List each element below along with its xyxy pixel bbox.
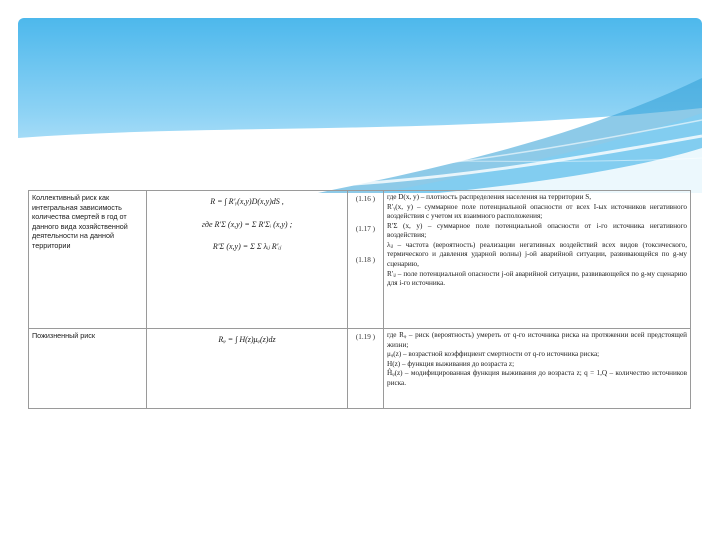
- equation-number: (1.16 ): [355, 195, 376, 203]
- formula: Rᵩ = ∫ H(z)μᵩ(z)dz: [218, 335, 276, 344]
- description-line: R′Σ (x, y) – суммарное поле потенциальной опасности от i-го источника негативного воздействия;: [387, 221, 687, 240]
- description-line: где D(x, y) – плотность распределения населения на территории S,: [387, 193, 592, 201]
- description-line: H(z) – функция выживания до возраста z;: [387, 359, 515, 368]
- formula-cell: [147, 191, 348, 329]
- equation-number: (1.18 ): [355, 255, 376, 264]
- formula-cell: [147, 329, 348, 409]
- description-cell: [384, 329, 691, 409]
- description-line: где Rᵩ – риск (вероятность) умереть от q-го источника риска на протяжении всей предстоящей жизни;: [387, 331, 687, 349]
- risk-formulas-table: [28, 190, 691, 409]
- description-line: R′ᵢⱼ – поле потенциальной опасности j-ой аварийной ситуации, развивающейся по g-му сценарию для i-го источника.: [387, 269, 687, 288]
- equation-number-cell: [348, 191, 384, 329]
- description-line: λᵢⱼ – частота (вероятность) реализации негативных воздействий всех видов (токсического, термического и давления ударной волны) j-ой аварийной ситуации, развивающейся по g-му сценарию,: [387, 240, 687, 269]
- slide-header-banner: [18, 18, 702, 193]
- description-line: R′ᵧ(x, y) – суммарное поле потенциальной опасности от всех I-ых источников негативного воздействия с учетом их взаимного расположения;: [387, 202, 687, 221]
- formula: R = ∫ R′ᵧ(x,y)D(x,y)dS ,: [210, 197, 284, 206]
- formula: где R′Σ (x,y) = Σ R′Σᵢ (x,y) ;: [201, 219, 293, 229]
- description-line: μᵩ(z) – возрастной коэффициент смертности от q-го источника риска;: [387, 350, 600, 359]
- table-row: [29, 191, 691, 329]
- equation-number: (1.17 ): [355, 225, 376, 234]
- row-label: Пожизненный риск: [29, 329, 147, 409]
- formula: R′Σ (x,y) = Σ Σ λᵢⱼ R′ᵢⱼ: [212, 242, 282, 252]
- row-label: Коллективный риск как интегральная зависимость количества смертей в год от данного вида хозяйственной деятельности на данной территории: [29, 191, 147, 329]
- table-row: [29, 329, 691, 409]
- description-line: Ĥᵩ(z) – модифицированная функция выживания до возраста z; q = 1,Q – количество источников риска.: [387, 369, 687, 387]
- description-cell: [384, 191, 691, 329]
- equation-number-cell: [348, 329, 384, 409]
- equation-number: (1.19 ): [355, 333, 376, 341]
